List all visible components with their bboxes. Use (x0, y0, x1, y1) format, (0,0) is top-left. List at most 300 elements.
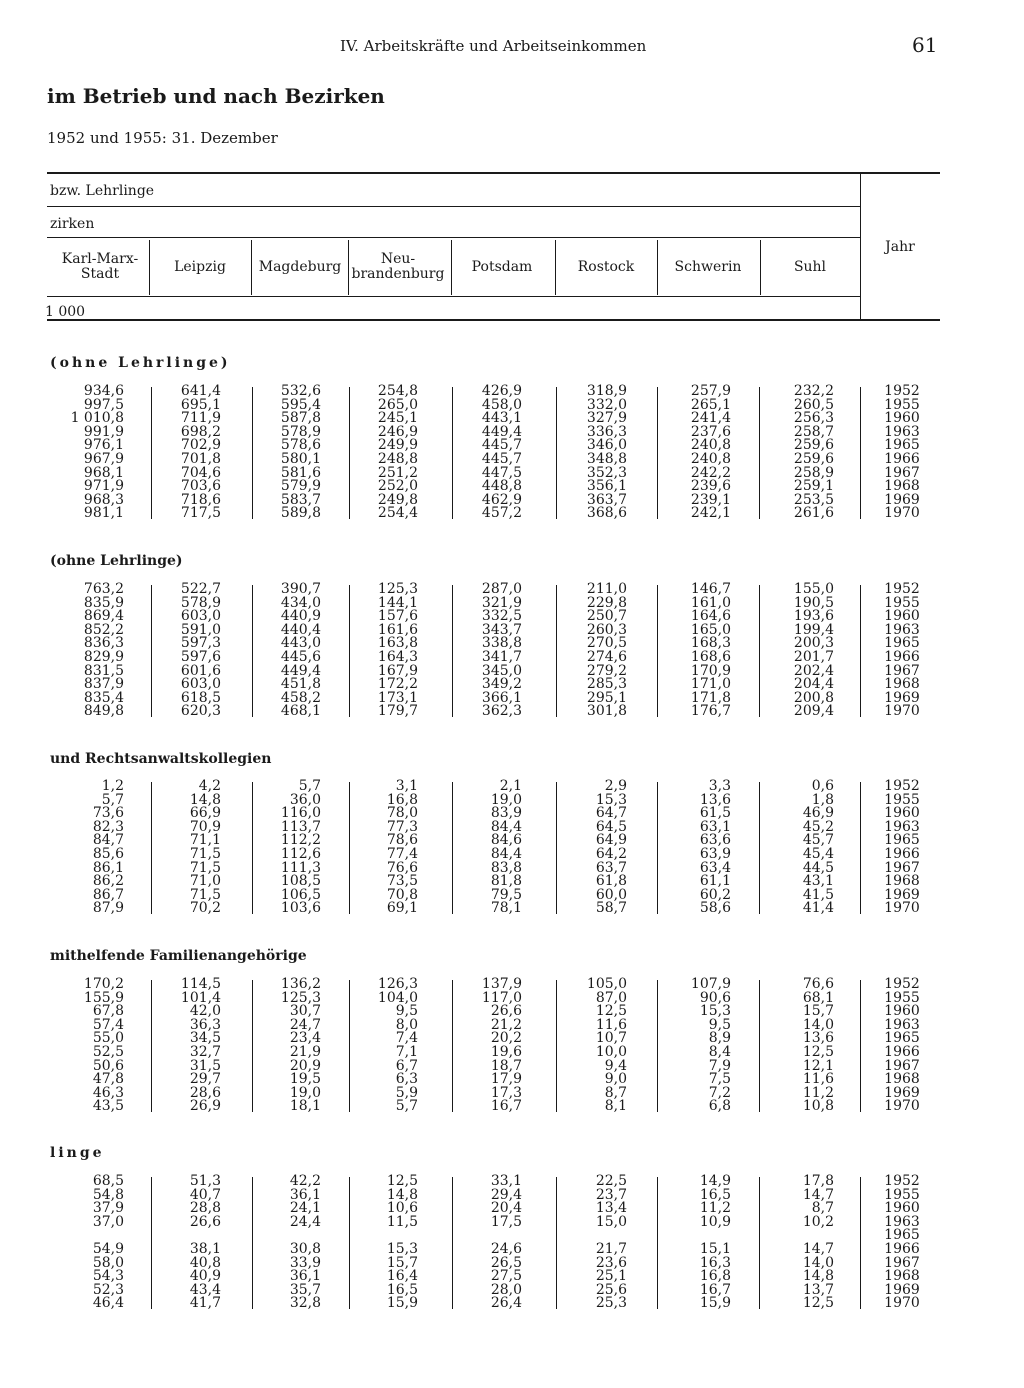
table-cell: 27,5 (490, 1268, 522, 1285)
table-cell: 41,7 (189, 1295, 221, 1312)
table-cell: 835,9 (83, 594, 124, 611)
table-cell: 10,2 (802, 1213, 834, 1230)
table-cell: 103,6 (280, 900, 321, 917)
data-column (44, 780, 124, 916)
table-cell: 250,7 (586, 608, 627, 625)
data-column (141, 978, 221, 1114)
year-cell: 1967 (884, 1254, 920, 1271)
table-cell: 61,1 (699, 873, 731, 890)
table-cell: 5,7 (395, 1098, 418, 1115)
table-cell: 259,6 (793, 450, 834, 467)
table-cell: 68,5 (92, 1173, 124, 1189)
table-cell: 702,9 (180, 437, 221, 454)
table-cell: 603,0 (180, 608, 221, 625)
data-column (754, 978, 834, 1114)
column-separator (860, 1177, 861, 1309)
table-cell: 84,4 (490, 818, 522, 835)
table-cell: 532,6 (280, 383, 321, 399)
table-cell: 440,4 (280, 621, 321, 638)
table-cell: 14,8 (802, 1268, 834, 1285)
table-cell: 116,0 (280, 805, 321, 822)
table-cell: 10,0 (595, 1043, 627, 1060)
table-cell: 58,0 (92, 1254, 124, 1271)
table-cell: 83,9 (490, 805, 522, 822)
year-column (872, 780, 932, 916)
table-cell: 20,4 (490, 1200, 522, 1217)
table-cell: 41,4 (802, 900, 834, 917)
table-cell: 87,9 (92, 900, 124, 917)
table-cell: 21,7 (595, 1240, 627, 1257)
table-cell: 248,8 (377, 450, 418, 467)
table-cell: 83,8 (490, 859, 522, 876)
table-cell: 32,8 (289, 1295, 321, 1312)
column-separator (349, 387, 350, 519)
table-cell: 265,0 (377, 396, 418, 413)
data-column (547, 385, 627, 521)
table-cell: 934,6 (83, 383, 124, 399)
table-cell: 580,1 (280, 450, 321, 467)
table-cell: 14,7 (802, 1186, 834, 1203)
table-cell: 2,1 (499, 778, 522, 794)
table-cell: 603,0 (180, 676, 221, 693)
year-cell: 1966 (884, 648, 920, 665)
table-cell: 15,3 (595, 791, 627, 808)
table-cell: 106,5 (280, 886, 321, 903)
table-cell: 16,7 (699, 1281, 731, 1298)
table-cell: 5,7 (298, 778, 321, 794)
data-column (241, 583, 321, 719)
table-cell: 70,8 (386, 886, 418, 903)
column-separator (452, 980, 453, 1112)
table-cell: 13,6 (699, 791, 731, 808)
table-cell: 14,8 (189, 791, 221, 808)
column-separator (349, 980, 350, 1112)
column-separator (349, 585, 350, 717)
table-cell: 16,8 (699, 1268, 731, 1285)
table-cell: 258,7 (793, 423, 834, 440)
table-cell: 61,5 (699, 805, 731, 822)
table-cell: 445,6 (280, 648, 321, 665)
table-cell: 13,7 (802, 1281, 834, 1298)
table-cell: 43,1 (802, 873, 834, 890)
data-column (44, 978, 124, 1114)
table-cell: 390,7 (280, 581, 321, 597)
year-cell: 1965 (884, 437, 920, 454)
table-cell: 15,1 (699, 1240, 731, 1257)
table-cell: 41,5 (802, 886, 834, 903)
year-cell: 1955 (884, 1186, 920, 1203)
table-cell: 578,9 (180, 594, 221, 611)
table-cell: 852,2 (83, 621, 124, 638)
table-cell: 54,9 (92, 1240, 124, 1257)
table-cell: 46,9 (802, 805, 834, 822)
running-head: IV. Arbeitskräfte und Arbeitseinkommen (340, 37, 647, 55)
table-cell: 164,6 (690, 608, 731, 625)
table-cell: 13,6 (802, 1030, 834, 1047)
year-cell: 1970 (884, 900, 920, 917)
table-cell: 21,2 (490, 1016, 522, 1033)
table-cell: 26,4 (490, 1295, 522, 1312)
table-cell: 971,9 (83, 478, 124, 495)
table-cell: 67,8 (92, 1003, 124, 1020)
table-cell: 251,2 (377, 464, 418, 481)
table-cell: 19,6 (490, 1043, 522, 1060)
table-cell: 43,4 (189, 1281, 221, 1298)
table-cell: 7,1 (395, 1043, 418, 1060)
table-cell: 71,5 (189, 845, 221, 862)
year-cell: 1970 (884, 1295, 920, 1312)
table-cell: 23,4 (289, 1030, 321, 1047)
table-cell: 434,0 (280, 594, 321, 611)
table-cell: 200,8 (793, 689, 834, 706)
table-cell: 28,0 (490, 1281, 522, 1298)
table-cell: 63,9 (699, 845, 731, 862)
table-cell: 717,5 (180, 505, 221, 522)
table-cell: 21,9 (289, 1043, 321, 1060)
table-cell: 258,9 (793, 464, 834, 481)
table-cell: 595,4 (280, 396, 321, 413)
table-cell: 15,7 (802, 1003, 834, 1020)
table-cell: 8,1 (604, 1098, 627, 1115)
column-header-rule (149, 240, 150, 295)
table-cell: 836,3 (83, 635, 124, 652)
table-cell: 318,9 (586, 383, 627, 399)
table-cell: 11,2 (699, 1200, 731, 1217)
table-cell: 16,5 (699, 1186, 731, 1203)
table-cell: 26,6 (189, 1213, 221, 1230)
table-cell: 30,8 (289, 1240, 321, 1257)
section-title: mithelfende Familienangehörige (50, 948, 307, 964)
table-cell: 104,0 (377, 989, 418, 1006)
column-separator (556, 585, 557, 717)
table-cell: 7,2 (708, 1084, 731, 1101)
table-cell: 209,4 (793, 703, 834, 720)
header-year: Jahr (885, 239, 915, 255)
table-cell: 68,1 (802, 989, 834, 1006)
data-column (442, 385, 522, 521)
table-cell: 171,8 (690, 689, 731, 706)
table-cell: 144,1 (377, 594, 418, 611)
data-column (141, 780, 221, 916)
table-cell: 32,7 (189, 1043, 221, 1060)
table-cell: 168,6 (690, 648, 731, 665)
table-cell: 15,3 (699, 1003, 731, 1020)
table-cell: 157,6 (377, 608, 418, 625)
table-cell: 445,7 (481, 450, 522, 467)
table-cell: 20,9 (289, 1057, 321, 1074)
table-cell: 125,3 (377, 581, 418, 597)
column-header-rule (251, 240, 252, 295)
data-column (44, 1175, 124, 1311)
year-cell: 1960 (884, 410, 920, 427)
table-cell: 15,0 (595, 1213, 627, 1230)
table-cell: 259,1 (793, 478, 834, 495)
table-cell: 976,1 (83, 437, 124, 454)
column-separator (657, 1177, 658, 1309)
section-title: (ohne Lehrlinge) (50, 355, 231, 371)
table-cell: 229,8 (586, 594, 627, 611)
year-cell: 1960 (884, 805, 920, 822)
table-cell: 10,8 (802, 1098, 834, 1115)
table-cell: 9,0 (604, 1071, 627, 1088)
table-cell: 36,1 (289, 1186, 321, 1203)
table-cell: 239,6 (690, 478, 731, 495)
table-cell: 24,4 (289, 1213, 321, 1230)
table-cell: 47,8 (92, 1071, 124, 1088)
table-cell: 82,3 (92, 818, 124, 835)
table-cell: 164,3 (377, 648, 418, 665)
table-cell: 701,8 (180, 450, 221, 467)
table-cell: 37,9 (92, 1200, 124, 1217)
column-separator (252, 980, 253, 1112)
table-cell: 7,9 (708, 1057, 731, 1074)
year-cell: 1952 (884, 383, 920, 399)
table-cell: 579,9 (280, 478, 321, 495)
table-cell: 176,7 (690, 703, 731, 720)
table-cell: 270,5 (586, 635, 627, 652)
column-separator (452, 1177, 453, 1309)
table-cell: 239,1 (690, 491, 731, 508)
table-cell: 26,5 (490, 1254, 522, 1271)
table-cell: 78,0 (386, 805, 418, 822)
table-cell: 578,6 (280, 437, 321, 454)
table-cell: 352,3 (586, 464, 627, 481)
column-separator (759, 585, 760, 717)
table-cell: 3,3 (708, 778, 731, 794)
table-cell: 12,5 (386, 1173, 418, 1189)
table-cell: 23,6 (595, 1254, 627, 1271)
table-cell: 17,5 (490, 1213, 522, 1230)
column-header-rule (555, 240, 556, 295)
data-column (547, 978, 627, 1114)
column-separator (252, 387, 253, 519)
data-column (651, 583, 731, 719)
table-cell: 76,6 (386, 859, 418, 876)
year-cell: 1970 (884, 1098, 920, 1115)
year-cell: 1968 (884, 1071, 920, 1088)
column-separator (151, 980, 152, 1112)
year-cell: 1969 (884, 886, 920, 903)
table-cell: 368,6 (586, 505, 627, 522)
column-separator (556, 980, 557, 1112)
table-cell: 1,2 (101, 778, 124, 794)
table-cell: 73,6 (92, 805, 124, 822)
column-separator (759, 782, 760, 914)
year-cell: 1952 (884, 778, 920, 794)
table-cell: 69,1 (386, 900, 418, 917)
table-cell: 64,2 (595, 845, 627, 862)
table-cell: 117,0 (481, 989, 522, 1006)
column-separator (860, 585, 861, 717)
table-cell: 87,0 (595, 989, 627, 1006)
data-column (547, 1175, 627, 1311)
table-cell: 78,1 (490, 900, 522, 917)
table-cell: 50,6 (92, 1057, 124, 1074)
table-cell: 33,1 (490, 1173, 522, 1189)
column-separator (860, 387, 861, 519)
column-separator (657, 585, 658, 717)
year-cell: 1969 (884, 689, 920, 706)
data-column (241, 385, 321, 521)
column-separator (252, 782, 253, 914)
table-cell: 711,9 (180, 410, 221, 427)
table-cell: 8,7 (604, 1084, 627, 1101)
table-cell: 279,2 (586, 662, 627, 679)
data-column (754, 583, 834, 719)
table-cell: 20,2 (490, 1030, 522, 1047)
column-separator (252, 1177, 253, 1309)
table-cell: 301,8 (586, 703, 627, 720)
table-cell: 458,0 (481, 396, 522, 413)
table-cell: 63,7 (595, 859, 627, 876)
year-cell: 1965 (884, 832, 920, 849)
table-cell: 254,8 (377, 383, 418, 399)
table-cell: 7,4 (395, 1030, 418, 1047)
table-cell: 443,0 (280, 635, 321, 652)
data-column (241, 1175, 321, 1311)
table-cell: 363,7 (586, 491, 627, 508)
table-cell: 451,8 (280, 676, 321, 693)
table-cell: 9,4 (604, 1057, 627, 1074)
table-cell: 81,8 (490, 873, 522, 890)
year-column (872, 1175, 932, 1311)
table-cell: 260,5 (793, 396, 834, 413)
year-cell: 1963 (884, 423, 920, 440)
table-cell: 57,4 (92, 1016, 124, 1033)
table-cell: 968,1 (83, 464, 124, 481)
table-cell: 6,3 (395, 1071, 418, 1088)
table-cell: 58,7 (595, 900, 627, 917)
column-header: Potsdam (471, 259, 533, 275)
table-cell: 101,4 (180, 989, 221, 1006)
year-cell: 1968 (884, 1268, 920, 1285)
table-cell: 37,0 (92, 1213, 124, 1230)
column-header: Leipzig (174, 259, 226, 275)
year-cell: 1952 (884, 976, 920, 992)
data-column (241, 780, 321, 916)
table-cell: 869,4 (83, 608, 124, 625)
table-cell: 242,2 (690, 464, 731, 481)
column-separator (759, 387, 760, 519)
table-cell: 11,6 (802, 1071, 834, 1088)
table-cell: 28,8 (189, 1200, 221, 1217)
table-cell: 73,5 (386, 873, 418, 890)
table-cell: 327,9 (586, 410, 627, 427)
column-separator (349, 782, 350, 914)
table-cell: 237,6 (690, 423, 731, 440)
table-cell: 155,9 (83, 989, 124, 1006)
column-separator (452, 387, 453, 519)
table-cell: 3,1 (395, 778, 418, 794)
table-cell: 967,9 (83, 450, 124, 467)
data-column (44, 385, 124, 521)
table-cell: 835,4 (83, 689, 124, 706)
table-cell: 179,7 (377, 703, 418, 720)
data-column (338, 780, 418, 916)
table-cell: 22,5 (595, 1173, 627, 1189)
table-cell: 190,5 (793, 594, 834, 611)
column-header-rule (451, 240, 452, 295)
table-cell: 14,7 (802, 1240, 834, 1257)
table-cell: 345,0 (481, 662, 522, 679)
table-cell: 704,6 (180, 464, 221, 481)
year-cell: 1967 (884, 1057, 920, 1074)
table-cell: 111,3 (280, 859, 321, 876)
table-cell: 163,8 (377, 635, 418, 652)
table-cell: 25,6 (595, 1281, 627, 1298)
table-cell: 16,4 (386, 1268, 418, 1285)
table-cell: 17,3 (490, 1084, 522, 1101)
table-cell: 86,2 (92, 873, 124, 890)
table-cell: 70,9 (189, 818, 221, 835)
table-cell: 58,6 (699, 900, 731, 917)
data-column (338, 583, 418, 719)
table-cell: 86,7 (92, 886, 124, 903)
header-bottom-rule (47, 319, 940, 321)
table-cell: 126,3 (377, 976, 418, 992)
table-cell: 232,2 (793, 383, 834, 399)
table-cell: 246,9 (377, 423, 418, 440)
column-separator (556, 1177, 557, 1309)
table-cell: 77,4 (386, 845, 418, 862)
table-cell: 86,1 (92, 859, 124, 876)
data-column (442, 780, 522, 916)
table-cell: 366,1 (481, 689, 522, 706)
year-cell: 1970 (884, 505, 920, 522)
year-cell: 1969 (884, 1281, 920, 1298)
table-cell: 54,8 (92, 1186, 124, 1203)
table-cell: 718,6 (180, 491, 221, 508)
table-cell: 26,9 (189, 1098, 221, 1115)
table-cell: 201,7 (793, 648, 834, 665)
table-cell: 25,3 (595, 1295, 627, 1312)
table-cell: 447,5 (481, 464, 522, 481)
header-row-districts: zirken (50, 216, 95, 232)
table-cell: 448,8 (481, 478, 522, 495)
table-cell: 24,6 (490, 1240, 522, 1257)
table-cell: 338,8 (481, 635, 522, 652)
data-column (442, 583, 522, 719)
table-cell: 6,8 (708, 1098, 731, 1115)
column-separator (759, 980, 760, 1112)
table-cell: 11,5 (386, 1213, 418, 1230)
year-column (872, 583, 932, 719)
data-column (442, 1175, 522, 1311)
year-column-rule (860, 173, 861, 320)
table-cell: 61,8 (595, 873, 627, 890)
table-cell: 24,1 (289, 1200, 321, 1217)
table-cell: 15,9 (386, 1295, 418, 1312)
data-column (141, 1175, 221, 1311)
table-cell: 63,6 (699, 832, 731, 849)
table-cell: 25,1 (595, 1268, 627, 1285)
table-cell: 240,8 (690, 437, 731, 454)
data-column (754, 1175, 834, 1311)
table-cell: 16,7 (490, 1098, 522, 1115)
year-cell: 1969 (884, 1084, 920, 1101)
table-cell: 28,6 (189, 1084, 221, 1101)
table-cell: 14,0 (802, 1254, 834, 1271)
year-cell: 1963 (884, 1016, 920, 1033)
year-column (872, 978, 932, 1114)
year-cell: 1965 (884, 1030, 920, 1047)
data-column (141, 385, 221, 521)
table-cell: 254,4 (377, 505, 418, 522)
table-cell: 78,6 (386, 832, 418, 849)
table-cell: 242,1 (690, 505, 731, 522)
column-header-rule (348, 240, 349, 295)
table-cell: 698,2 (180, 423, 221, 440)
